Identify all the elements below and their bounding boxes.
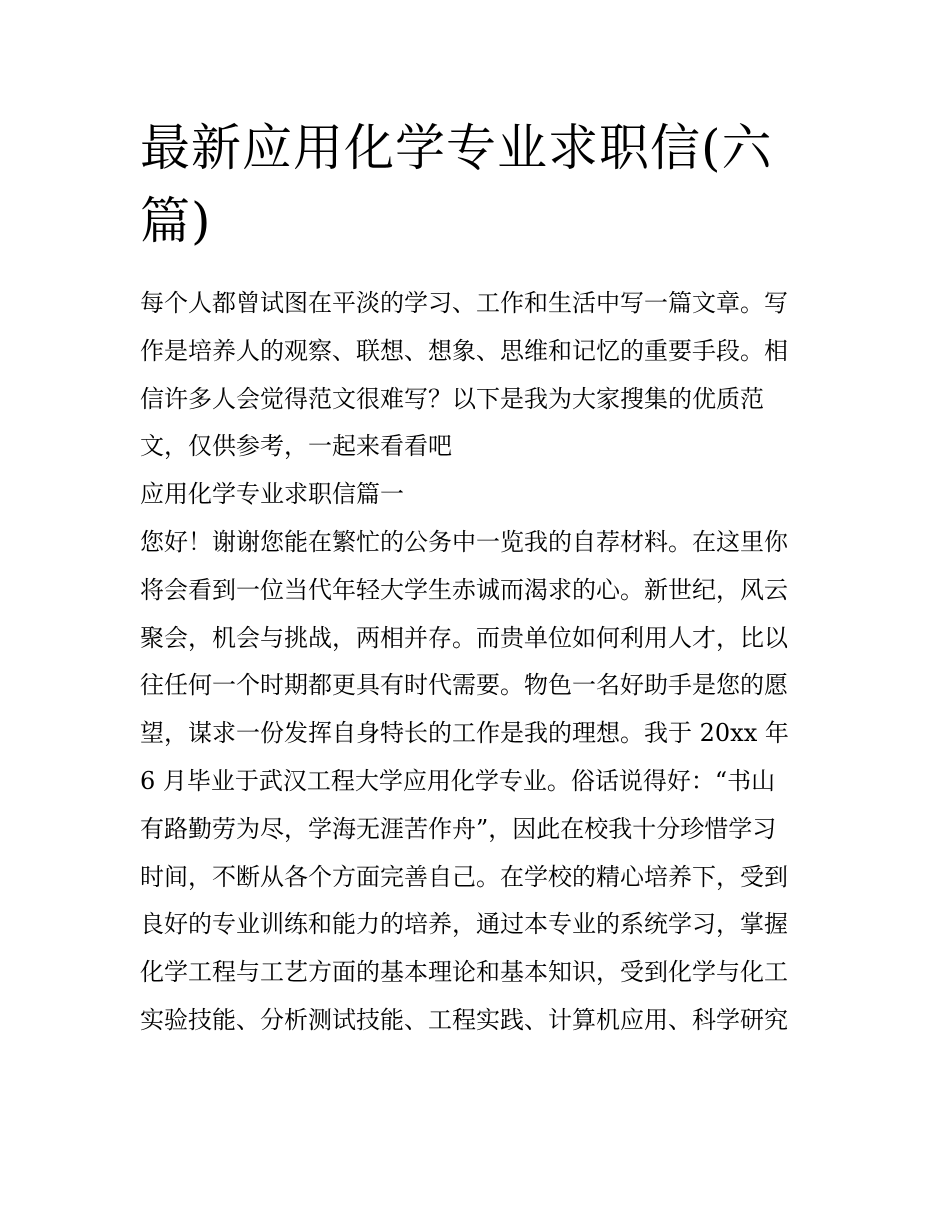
intro-paragraph (140, 280, 820, 471)
title-line: 最新应用化学专业求职信(六 (140, 119, 773, 177)
letter-line: 往任何一个时期都更具有时代需要。物色一名好助手是您的愿 (140, 671, 788, 700)
letter-line: 望，谋求一份发挥自身特长的工作是我的理想。我于 20xx 年 (140, 719, 789, 748)
letter-line: 有路勤劳为尽，学海无涯苦作舟”，因此在校我十分珍惜学习 (140, 814, 777, 843)
letter-line: 6 月毕业于武汉工程大学应用化学专业。俗话说得好：“书山 (140, 766, 776, 795)
section-heading-text: 应用化学专业求职信篇一 (140, 480, 404, 509)
letter-line: 您好！谢谢您能在繁忙的公务中一览我的自荐材料。在这里你 (140, 527, 788, 556)
letter-line: 实验技能、分析测试技能、工程实践、计算机应用、科学研究 (140, 1005, 788, 1034)
intro-line: 文，仅供参考，一起来看看吧 (140, 432, 452, 461)
intro-line: 每个人都曾试图在平淡的学习、工作和生活中写一篇文章。写 (140, 289, 788, 317)
intro-line: 作是培养人的观察、联想、想象、思维和记忆的重要手段。相 (140, 336, 788, 365)
title-line: 篇) (140, 192, 212, 250)
document-title (140, 112, 820, 258)
letter-line: 聚会，机会与挑战，两相并存。而贵单位如何利用人才，比以 (140, 623, 788, 652)
letter-line: 良好的专业训练和能力的培养，通过本专业的系统学习，掌握 (140, 910, 788, 939)
letter-line: 化学工程与工艺方面的基本理论和基本知识，受到化学与化工 (140, 958, 788, 987)
document-body (140, 280, 820, 1045)
letter-line: 时间，不断从各个方面完善自己。在学校的精心培养下，受到 (140, 862, 788, 891)
section-heading (140, 471, 820, 519)
letter-line: 将会看到一位当代年轻大学生赤诚而渴求的心。新世纪，风云 (140, 575, 788, 604)
intro-line: 信许多人会觉得范文很难写？以下是我为大家搜集的优质范 (140, 384, 764, 413)
letter-paragraph (140, 519, 820, 1045)
